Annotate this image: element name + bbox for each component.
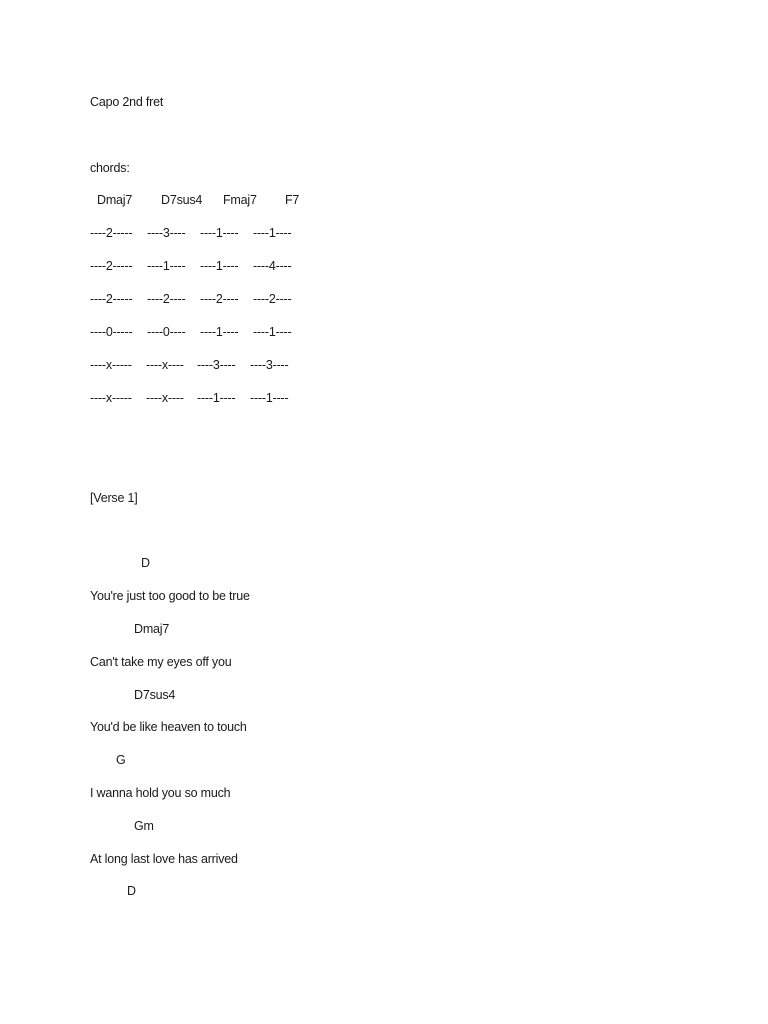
chord-name: F7 [285, 193, 300, 207]
tab-cell: ----3---- [147, 226, 186, 240]
tab-cell: ----3---- [197, 358, 236, 372]
tab-cell: ----1---- [197, 391, 236, 405]
tab-cell: ----x---- [146, 358, 184, 372]
tab-cell: ----2----- [90, 292, 133, 306]
lyric-line: I wanna hold you so much [90, 786, 231, 800]
tab-cell: ----1---- [147, 259, 186, 273]
lyric-line: You're just too good to be true [90, 589, 250, 603]
chord-name: D7sus4 [161, 193, 203, 207]
tab-cell: ----2---- [200, 292, 239, 306]
tab-cell: ----x----- [90, 391, 132, 405]
tab-cell: ----0---- [147, 325, 186, 339]
tab-cell: ----1---- [250, 391, 289, 405]
tab-cell: ----1---- [200, 259, 239, 273]
chord-name: Dmaj7 [97, 193, 133, 207]
verse-label: [Verse 1] [90, 491, 138, 505]
tab-cell: ----2----- [90, 226, 133, 240]
tab-cell: ----0----- [90, 325, 133, 339]
capo-note: Capo 2nd fret [90, 95, 164, 109]
tab-cell: ----1---- [253, 226, 292, 240]
chord-marker: D [127, 884, 136, 898]
tab-cell: ----2---- [147, 292, 186, 306]
tab-cell: ----2----- [90, 259, 133, 273]
chord-marker: D7sus4 [134, 688, 176, 702]
tab-cell: ----4---- [253, 259, 292, 273]
tab-cell: ----1---- [200, 325, 239, 339]
tab-cell: ----x----- [90, 358, 132, 372]
chord-marker: Gm [134, 819, 154, 833]
lyric-line: Can't take my eyes off you [90, 655, 232, 669]
tab-cell: ----x---- [146, 391, 184, 405]
chord-marker: G [116, 753, 126, 767]
lyric-line: You'd be like heaven to touch [90, 720, 247, 734]
chord-name: Fmaj7 [223, 193, 257, 207]
tab-cell: ----3---- [250, 358, 289, 372]
chords-label: chords: [90, 161, 130, 175]
chord-marker: D [141, 556, 150, 570]
tab-cell: ----1---- [200, 226, 239, 240]
lyric-line: At long last love has arrived [90, 852, 238, 866]
tab-cell: ----2---- [253, 292, 292, 306]
tab-cell: ----1---- [253, 325, 292, 339]
chord-marker: Dmaj7 [134, 622, 170, 636]
